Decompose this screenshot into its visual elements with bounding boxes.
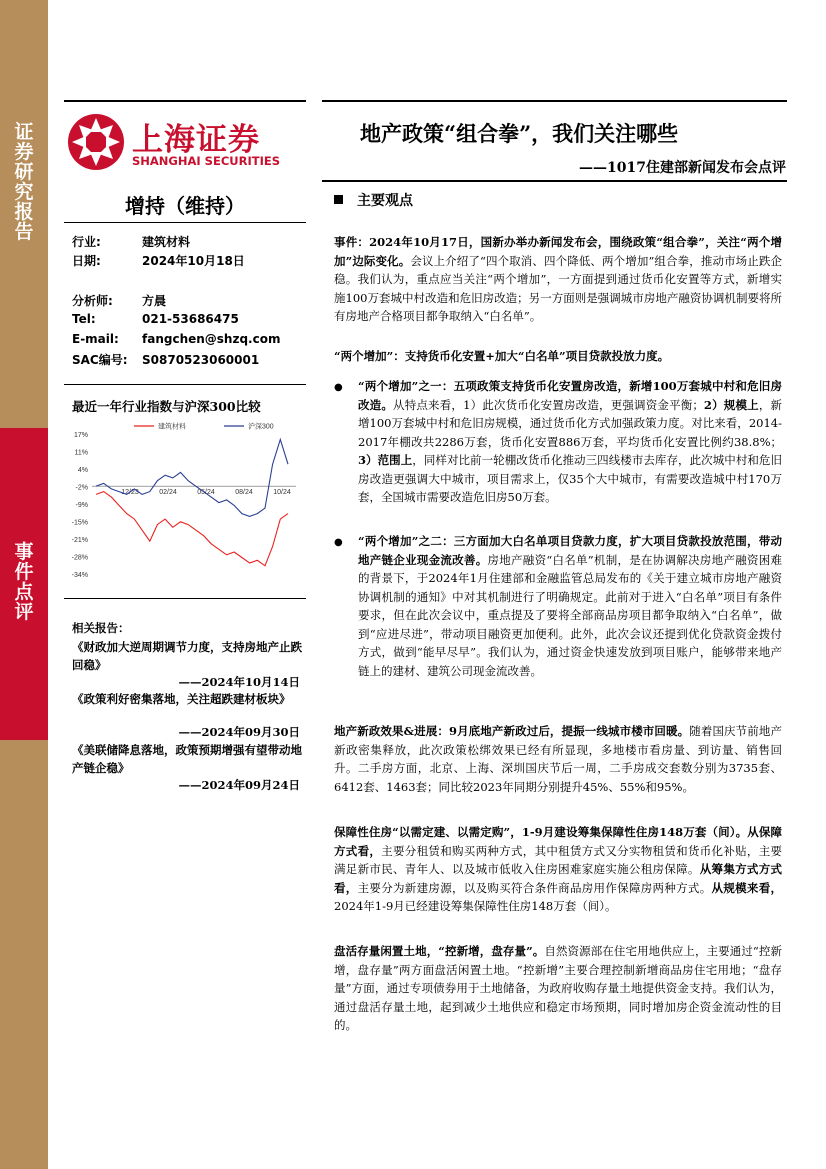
info-tel-value: 021-53686475 <box>142 312 239 326</box>
x-tick-label: 02/24 <box>159 489 177 497</box>
paragraph-land-text: 自然资源部在住宅用地供应上，主要通过“控新增，盘存量”两方面盘活闲置土地。“控新增”主要合理控制新增商品房住宅用地；“盘存量”方面，通过专项债券用于土地储备，为政府收购存量土地提供资金支持。我们认为，通过盘活存量土地，起到减少土地供应和稳定市场预期，同时增加房企资金流动性的目的。 <box>334 944 782 1032</box>
logo-english-name: SHANGHAI SECURITIES <box>132 154 280 168</box>
info-analyst <box>72 292 166 309</box>
paragraph-housing-bold-2: 从筹集方式方式看， <box>334 862 783 895</box>
rating-rule <box>64 222 306 223</box>
info-date-value: 2024年10月18日 <box>142 254 245 268</box>
company-logo <box>66 112 306 174</box>
industry-vs-index-chart <box>64 418 306 588</box>
y-tick-label: 17% <box>73 432 88 439</box>
related-report-1[interactable]: 《财政加大逆周期调节力度，支持房地产止跌回稳》 <box>72 640 302 672</box>
x-tick-label: 08/24 <box>235 489 253 497</box>
y-tick-label: -21% <box>71 537 88 544</box>
logo-emblem-icon <box>66 112 126 172</box>
x-tick-label: 05/24 <box>197 489 215 497</box>
related-report-3[interactable]: 《美联储降息落地，政策预期增强有望带动地产链企稳》 <box>72 743 302 775</box>
chart-top-rule <box>64 384 306 385</box>
y-tick-label: 11% <box>74 449 88 457</box>
bullet-1-text-3: ，同样对比前一轮棚改货币化推动三四线楼市去库存，此次城中村和危旧房改造更强调大中城市，项目需求上，仅35个大中城市，有需要改造城中村170万套，全国城市需要改造危旧房50万套。 <box>358 453 782 504</box>
rating-label: 增持（维持） <box>125 194 245 218</box>
section-heading <box>334 190 413 210</box>
top-rule-right <box>322 100 787 102</box>
info-date <box>72 252 245 269</box>
series-line-1 <box>96 492 288 566</box>
y-tick-label: 4% <box>77 467 88 474</box>
info-industry-key: 行业: <box>72 235 101 249</box>
paragraph-new-policy-text: 随着国庆节前地产新政密集释放，此次政策松绑效果已经有所显现，多地楼市看房量、到访量、销售回升。二手房方面，北京、上海、深圳国庆节后一周，二手房成交套数分别为3735套、6412套、1463套；同比较2023年同期分别提升45%、55%和95%。 <box>334 724 782 794</box>
title-rule <box>322 180 787 182</box>
related-report-2[interactable]: 《政策利好密集落地，关注超跌建材板块》 <box>72 692 291 706</box>
paragraph-idle-land <box>334 942 782 1035</box>
paragraph-event <box>334 233 782 326</box>
bullet-1-bold: “两个增加”之一：五项政策支持货币化安置房改造，新增100万套城中村和危旧房改造。 <box>358 379 782 412</box>
info-analyst-value: 方晨 <box>142 294 167 308</box>
y-tick-label: -9% <box>75 502 88 509</box>
related-heading: 相关报告： <box>72 621 130 635</box>
info-sac <box>72 351 259 368</box>
x-tick-label: 12/23 <box>121 489 139 497</box>
info-sac-key: SAC编号: <box>72 353 128 367</box>
y-tick-label: -15% <box>71 519 88 527</box>
y-tick-label: -2% <box>75 484 88 492</box>
paragraph-two-increases-bold: “两个增加”：支持货币化安置+加大“白名单”项目贷款投放力度。 <box>334 349 670 363</box>
paragraph-two-increases <box>334 347 782 366</box>
bullet-2-bold: “两个增加”之二：三方面加大白名单项目贷款力度，扩大项目贷款投放范围，带动地产链企业现金流改善。 <box>358 534 782 567</box>
info-tel <box>72 312 239 326</box>
info-analyst-key: 分析师: <box>72 294 113 308</box>
legend-label-2: 沪深300 <box>248 423 274 431</box>
info-email <box>72 332 280 346</box>
related-report-3-date: ——2024年09月24日 <box>178 778 300 792</box>
paragraph-new-policy-bold: 地产新政效果&进展：9月底地产新政过后，提振一线城市楼市回暖。 <box>334 724 690 738</box>
report-title: 地产政策“组合拳”，我们关注哪些 <box>360 121 679 146</box>
bullet-1-bold-2: 2）规模上 <box>703 397 759 412</box>
legend-label-1: 建筑材料 <box>158 423 186 431</box>
paragraph-housing-text-1: 主要分租赁和购买两种方式，其中租赁方式又分实物租赁和货币化补贴，主要满足新市民、青年人、以及城市低收入住房困难家庭实施公租房保障。 <box>334 843 783 876</box>
chart-title: 最近一年行业指数与沪深300比较 <box>72 399 261 414</box>
bullet-2-text: 房地产融资“白名单”机制，是在协调解决房地产融资困难的背景下，于2024年1月住建部和金融监管总局发布的《关于建立城市房地产融资协调机制的通知》中对其机制进行了明确规定。此前对于进入“白名单”项目有条件要求，但在此次会议中，重点提及了要将全部商品房项目都争取纳入“白名单”，做到“应进尽进”，带动项目融资更加便利。此外，此次会议还提到优化贷款资金拨付方式，做到“能早尽早”。我们认为，通过资金快速发放到项目账户，能够带来地产链上的建材、建筑公司现金流改善。 <box>358 552 782 678</box>
section-square-icon <box>334 195 343 204</box>
y-tick-label: -34% <box>71 572 88 579</box>
paragraph-housing-text-2: 主要分为新建房源，以及购买符合条件商品房用作保障房两种方式。 <box>357 880 712 895</box>
paragraph-event-text: 会议上介绍了“四个取消、四个降低、两个增加”组合拳，推动市场止跌企稳。我们认为，重点应当关注“两个增加”，一方面提到通过货币化安置等方式，新增实施100万套城中村改造和危旧房改造；另一方面则是强调城市房地产融资协调机制要将所有房地产合格项目都争取纳入“白名单”。 <box>334 253 782 323</box>
bullet-paragraph-2 <box>358 532 782 680</box>
info-industry-value: 建筑材料 <box>142 235 191 249</box>
top-rule-left <box>64 100 306 102</box>
paragraph-housing-bold: 保障性住房“以需定建、以需定购”，1-9月建设筹集保障性住房148万套（间）。从保障方式看， <box>334 825 782 858</box>
paragraph-new-policy-effects <box>334 722 782 796</box>
related-report-2-date: ——2024年09月30日 <box>178 725 300 739</box>
y-tick-label: -28% <box>71 554 88 562</box>
chart-bottom-rule <box>64 598 306 599</box>
section-heading-text: 主要观点 <box>357 193 413 209</box>
bullet-paragraph-1 <box>358 377 782 507</box>
paragraph-housing-bold-3: 从规模来看， <box>711 880 783 895</box>
bullet-1-text-1: 从特点来看，1）此次货币化安置房改造，更强调资金平衡； <box>393 397 704 412</box>
related-report-1-date: ——2024年10月14日 <box>178 675 300 689</box>
info-email-value: fangchen@shzq.com <box>142 332 281 346</box>
bullet-1-icon: ● <box>334 382 343 393</box>
sidebar-report-type-label: 证 券 研 究 报 告 <box>14 121 34 243</box>
sidebar-event-review-label: 事 件 点 评 <box>14 541 34 623</box>
bullet-1-text-2: ，新增100万套城中村和危旧房规模，通过货币化方式加强政策力度。对比来看，2014-2017年棚改共2286万套，货币化安置886万套，平均货币化安置比例约38.8%； <box>358 397 782 449</box>
bullet-2-icon: ● <box>334 537 343 548</box>
info-tel-key: Tel: <box>72 312 96 326</box>
report-subtitle: ——1017住建部新闻发布会点评 <box>579 160 786 176</box>
series-line-2 <box>96 440 288 517</box>
paragraph-event-bold: 事件：2024年10月17日，国新办举办新闻发布会，围绕政策“组合拳”，关注“两个增加”边际变化。 <box>334 235 782 268</box>
paragraph-land-bold: 盘活存量闲置土地，“控新增，盘存量”。 <box>334 944 545 958</box>
paragraph-affordable-housing <box>334 823 782 916</box>
info-email-key: E-mail: <box>72 332 119 346</box>
logo-chinese-name: 上海证券 <box>132 122 260 158</box>
info-industry <box>72 233 190 250</box>
bullet-1-bold-3: 3）范围上 <box>358 453 413 467</box>
info-date-key: 日期: <box>72 254 101 268</box>
x-tick-label: 10/24 <box>273 489 291 497</box>
paragraph-housing-text-3: 2024年1-9月已经建设筹集保障性住房148万套（间）。 <box>334 899 617 913</box>
info-sac-value: S0870523060001 <box>142 353 260 367</box>
